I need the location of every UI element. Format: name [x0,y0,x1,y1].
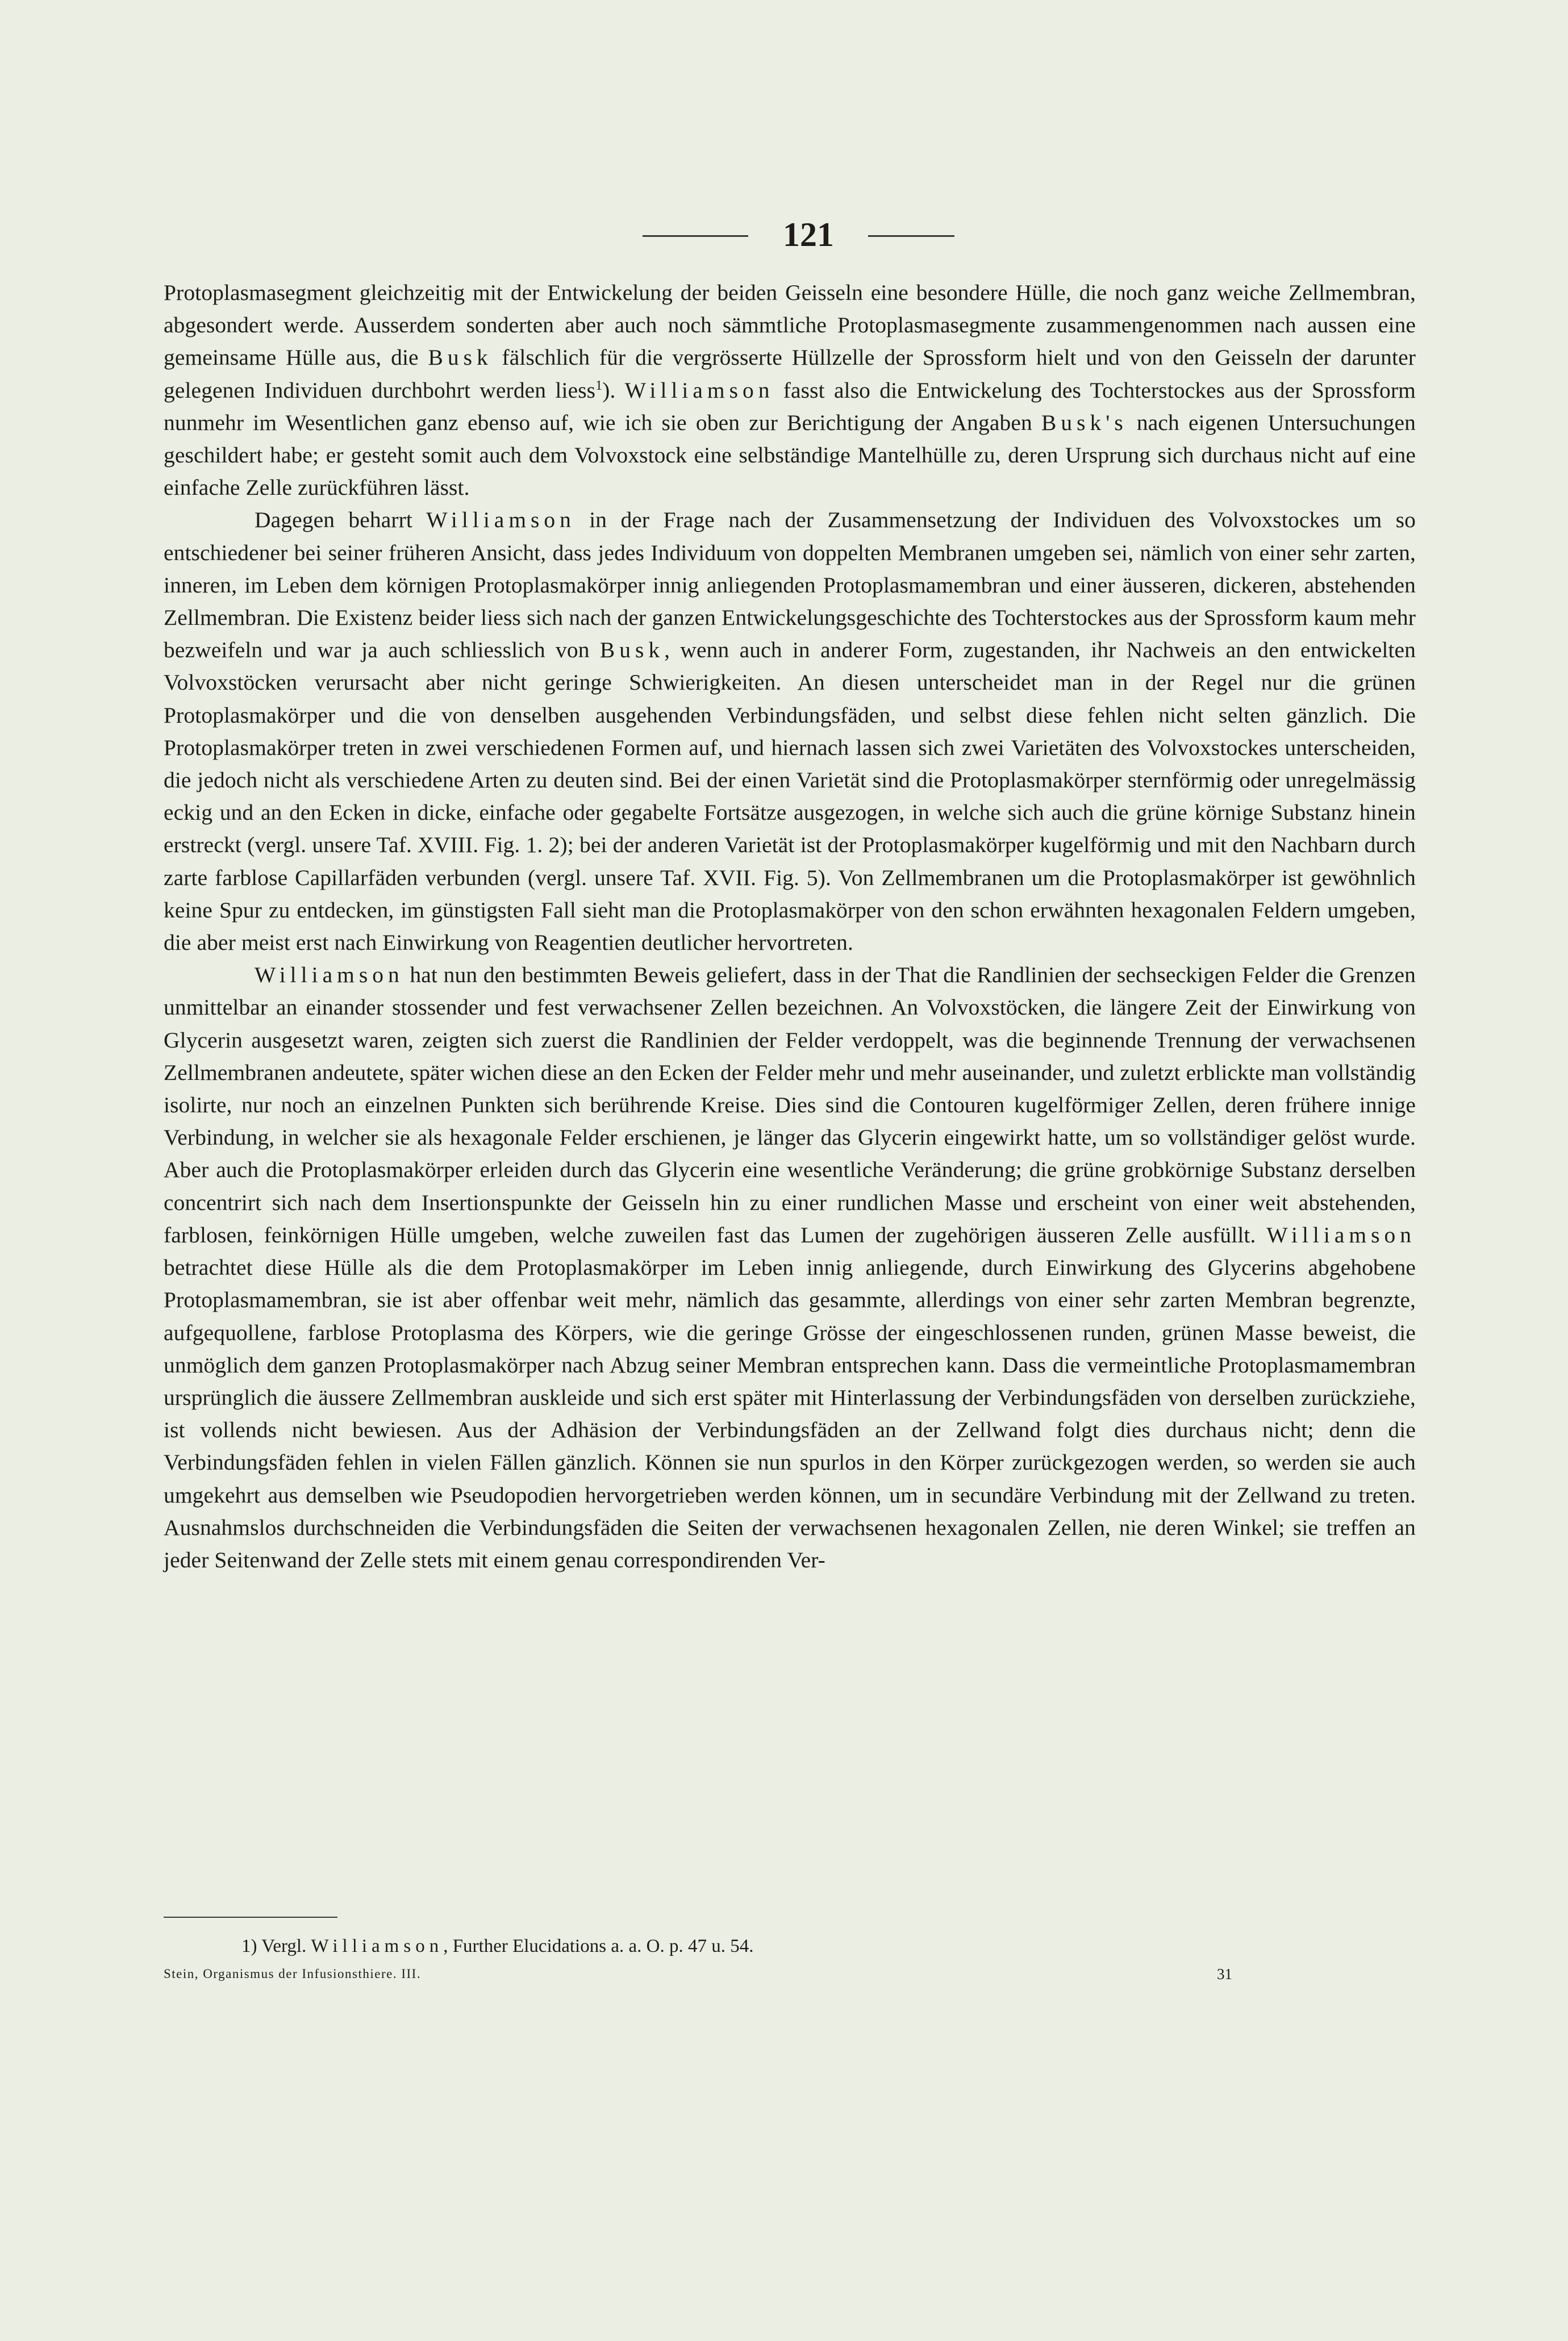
text-run: Protoplasmasegment gleichzeitig mit der Entwickelung der beiden Geisseln eine besondere Hülle, die noch ganz weiche Zellmembran, abgesondert werde. Ausserdem sonderten aber auch noch sämmtliche Protoplasmasegmente zusammengenommen nach aussen eine gemeinsame Hülle aus, die [164,280,1416,370]
author-name: Williamson [255,962,404,988]
footnote-text: ) Vergl. [251,1936,311,1956]
author-name: Williamson [426,507,576,533]
text-run: in der Frage nach der Zusammensetzung der Individuen des Volvoxstockes um so entschiedener bei seiner früheren Ansicht, dass jedes Individuum von doppelten Membranen umgeben sei, nämlich von einer sehr zarten, inneren, im Leben dem körnigen Protoplasmakörper innig anliegenden Protoplasmamembran und einer äusseren, dickeren, abstehenden Zellmembran. Die Existenz beider liess sich nach der ganzen Entwickelungsgeschichte des Tochterstockes aus der Sprossform kaum mehr bezweifeln und war ja auch schliesslich von [164,507,1416,663]
author-name: Busk's [1041,410,1128,435]
paragraph-2 [164,504,1416,959]
text-run: fasst also die Entwickelung des Tochterstockes aus der Sprossform nunmehr im Wesentlichen ganz ebenso auf, wie ich sie oben zur Berichtigung der Angaben [164,377,1416,435]
text-run: fälschlich für die vergrösserte Hüllzelle der Sprossform hielt und von den Geisseln der darunter gelegenen Individuen durchbohrt werden liess [164,345,1416,403]
printer-signature: Stein, Organismus der Infusionsthiere. III. [164,1967,422,1981]
footnote-rule [164,1917,337,1918]
author-name: Busk [599,637,665,663]
paragraph-1 [164,277,1416,504]
author-name: Williamson [624,377,774,403]
paragraph-3 [164,959,1416,1576]
footnote-author: Williamson [311,1936,444,1956]
footnote-marker: 1 [241,1936,251,1956]
body-text [164,277,1416,1576]
page-number: 121 [783,216,834,253]
footnote-reference: 1 [595,378,603,393]
header-rule-left [643,235,748,237]
page-header [643,215,954,254]
footnote [241,1935,1037,1958]
header-rule-right [868,235,954,237]
author-name: Williamson [1266,1222,1416,1247]
text-run: nach eigenen Untersuchungen geschildert habe; er gesteht somit auch dem Volvoxstock eine selbständige Mantelhülle zu, deren Ursprung sich durchaus nicht auf eine einfache Zelle zurückführen lässt. [164,410,1416,500]
text-run: ). [602,377,625,403]
sheet-number: 31 [1217,1966,1232,1983]
author-name: Busk [428,345,493,370]
footnote-text: , Further Elucidations a. a. O. p. 47 u. 54. [443,1936,754,1956]
text-run: , wenn auch in anderer Form, zugestanden, ihr Nachweis an den entwickelten Volvoxstöcken verursacht aber nicht geringe Schwierigkeiten. An diesen unterscheidet man in der Regel nur die grünen Protoplasmakörper und die von denselben ausgehenden Verbindungsfäden, und selbst diese fehlen nicht selten gänzlich. Die Protoplasmakörper treten in zwei verschiedenen Formen auf, und hiernach lassen sich zwei Varietäten des Volvoxstockes unterscheiden, die jedoch nicht als verschiedene Arten zu deuten sind. Bei der einen Varietät sind die Protoplasmakörper sternförmig oder unregelmässig eckig und an den Ecken in dicke, einfache oder gegabelte Fortsätze ausgezogen, in welche sich auch die grüne körnige Substanz hinein erstreckt (vergl. unsere Taf. XVIII. Fig. 1. 2); bei der anderen Varietät ist der Protoplasmakörper kugelförmig und mit den Nachbarn durch zarte farblose Capillarfäden verbunden (vergl. unsere Taf. XVII. Fig. 5). Von Zellmembranen um die Protoplasmakörper ist gewöhnlich keine Spur zu entdecken, im günstigsten Fall sieht man die Protoplasmakörper von den schon erwähnten hexagonalen Feldern umgeben, die aber meist erst nach Einwirkung von Reagentien deutlicher hervortreten. [164,637,1416,955]
text-run: Dagegen beharrt [255,507,427,533]
text-run: betrachtet diese Hülle als die dem Protoplasmakörper im Leben innig anliegende, durch Einwirkung des Glycerins abgehobene Protoplasmamembran, sie ist aber offenbar weit mehr, nämlich das gesammte, allerdings von einer sehr zarten Membran begrenzte, aufgequollene, farblose Protoplasma des Körpers, wie die geringe Grösse der eingeschlossenen runden, grünen Masse beweist, die unmöglich dem ganzen Protoplasmakörper nach Abzug seiner Membran entsprechen kann. Dass die vermeintliche Protoplasmamembran ursprünglich die äussere Zellmembran auskleide und sich erst später mit Hinterlassung der Verbindungsfäden von derselben zurückziehe, ist vollends nicht bewiesen. Aus der Adhäsion der Verbindungsfäden an der Zellwand folgt dies durchaus nicht; denn die Verbindungsfäden fehlen in vielen Fällen gänzlich. Können sie nun spurlos in den Körper zurückgezogen werden, so werden sie auch umgekehrt aus demselben wie Pseudopodien hervorgetrieben werden können, um in secundäre Verbindung mit der Zellwand zu treten. Ausnahmslos durchschneiden die Verbindungsfäden die Seiten der verwachsenen hexagonalen Zellen, nie deren Winkel; sie treffen an jeder Seitenwand der Zelle stets mit einem genau correspondirenden Ver- [164,1255,1416,1572]
text-run: hat nun den bestimmten Beweis geliefert, dass in der That die Randlinien der sechseckigen Felder die Grenzen unmittelbar an einander stossender und fest verwachsener Zellen bezeichnen. An Volvoxstöcken, die längere Zeit der Einwirkung von Glycerin ausgesetzt waren, zeigten sich zuerst die Randlinien der Felder verdoppelt, was die beginnende Trennung der verwachsenen Zellmembranen andeutete, später wichen diese an den Ecken der Felder mehr und mehr auseinander, und zuletzt erblickte man vollständig isolirte, nur noch an einzelnen Punkten sich berührende Kreise. Dies sind die Contouren kugelförmiger Zellen, deren frühere innige Verbindung, in welcher sie als hexagonale Felder erschienen, je länger das Glycerin eingewirkt hatte, um so vollständiger gelöst wurde. Aber auch die Protoplasmakörper erleiden durch das Glycerin eine wesentliche Veränderung; die grüne grobkörnige Substanz derselben concentrirt sich nach dem Insertionspunkte der Geisseln hin zu einer rundlichen Masse und erscheint von einer weit abstehenden, farblosen, feinkörnigen Hülle umgeben, welche zuweilen fast das Lumen der zugehörigen äusseren Zelle ausfüllt. [164,962,1416,1247]
